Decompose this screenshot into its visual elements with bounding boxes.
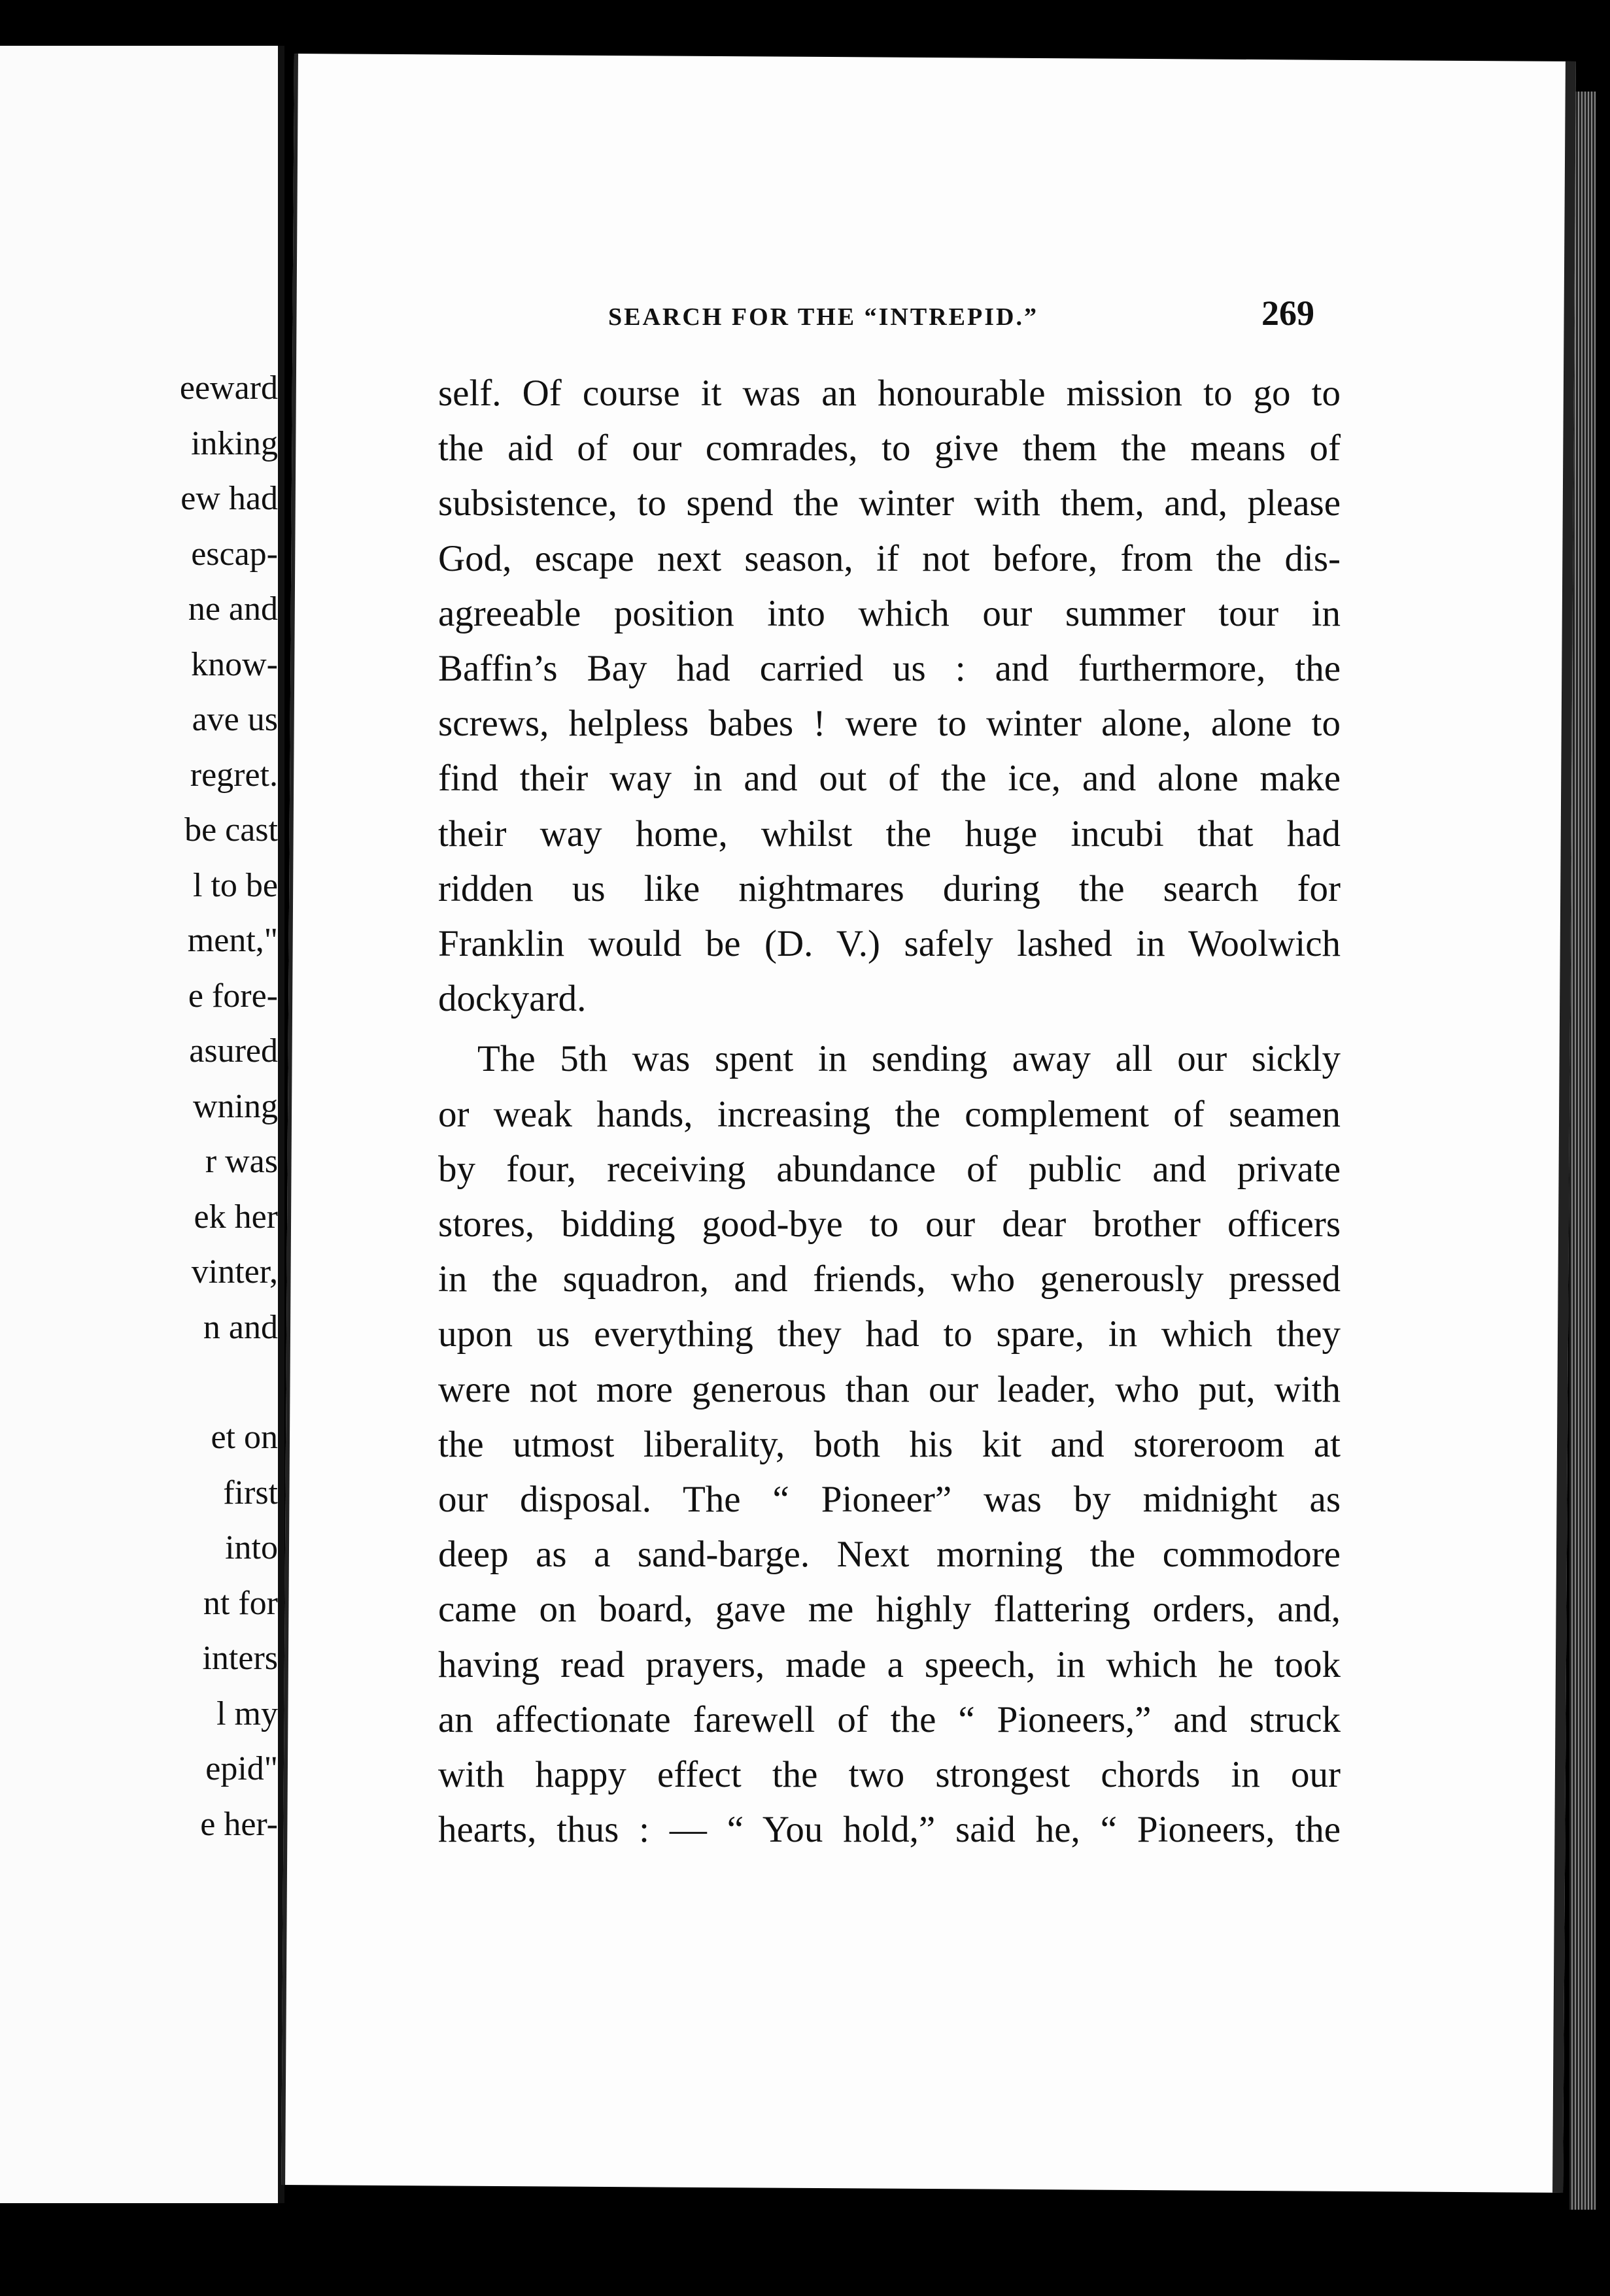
previous-page-line-fragment: ment,": [187, 922, 278, 959]
text-line: our disposal. The “ Pioneer” was by midnight as: [438, 1479, 1341, 1521]
text-line: hearts, thus : — “ You hold,” said he, “ Pioneers, the: [438, 1809, 1341, 1851]
previous-page-line-fragment: ew had: [180, 480, 278, 517]
previous-page-line-fragment: r was: [205, 1143, 278, 1180]
text-line: find their way in and out of the ice, and alone make: [438, 758, 1341, 800]
previous-page-line-fragment: eeward: [179, 369, 278, 407]
previous-page-line-fragment: into: [225, 1529, 278, 1566]
text-line: deep as a sand-barge. Next morning the commodore: [438, 1534, 1341, 1576]
paragraph-spacing: [438, 1026, 1341, 1032]
running-title: SEARCH FOR THE “INTREPID.”: [608, 303, 1038, 331]
previous-page-line-fragment: vinter,: [191, 1253, 278, 1291]
previous-page-line-fragment: inking: [191, 424, 278, 462]
text-line: Baffin’s Bay had carried us : and furthermore, the: [438, 648, 1341, 690]
text-line: stores, bidding good-bye to our dear brother officers: [438, 1204, 1341, 1245]
previous-page-line-fragment: e her-: [200, 1805, 278, 1843]
paragraph: [438, 1026, 1341, 1857]
text-line: by four, receiving abundance of public and private: [438, 1148, 1341, 1190]
text-line: The 5th was spent in sending away all our sickly: [477, 1038, 1341, 1080]
text-line: the utmost liberality, both his kit and storeroom at: [438, 1423, 1341, 1465]
text-line: dockyard.: [438, 978, 587, 1020]
text-line: ridden us like nightmares during the search for: [438, 868, 1341, 909]
previous-page-line-fragment: wning: [193, 1087, 278, 1125]
previous-page-line-fragment: e fore-: [188, 977, 278, 1015]
previous-page-line-fragment: epid": [205, 1750, 278, 1787]
paragraph: [438, 366, 1341, 1026]
previous-page-line-fragment: nt for: [203, 1584, 278, 1622]
previous-page-line-fragment: asured: [189, 1032, 278, 1070]
text-line: God, escape next season, if not before, from the dis-: [438, 537, 1341, 579]
previous-page-line-fragment: escap-: [191, 535, 278, 573]
page-number: 269: [1261, 294, 1314, 333]
text-line: an affectionate farewell of the “ Pioneers,” and struck: [438, 1698, 1341, 1740]
previous-page-line-fragment: be cast: [184, 811, 278, 849]
text-line: with happy effect the two strongest chords in our: [438, 1754, 1341, 1796]
body-text: [438, 366, 1341, 1857]
previous-page-line-fragment: n and: [203, 1308, 278, 1346]
text-line: having read prayers, made a speech, in which he took: [438, 1644, 1341, 1685]
text-line: were not more generous than our leader, who put, with: [438, 1368, 1341, 1410]
previous-page-line-fragment: ne and: [188, 590, 278, 628]
previous-page-line-fragment: ave us: [192, 701, 278, 738]
previous-page-edge: [0, 46, 284, 2203]
text-line: came on board, gave me highly flattering orders, and,: [438, 1589, 1341, 1630]
previous-page-line-fragment: l my: [216, 1695, 278, 1732]
text-line: screws, helpless babes ! were to winter alone, alone to: [438, 703, 1341, 745]
previous-page-line-fragment: regret.: [190, 756, 278, 794]
previous-page-line-fragment: first: [223, 1474, 278, 1511]
text-line: subsistence, to spend the winter with them, and, please: [438, 482, 1341, 524]
text-line: or weak hands, increasing the complement of seamen: [438, 1093, 1341, 1135]
text-line: Franklin would be (D. V.) safely lashed in Woolwich: [438, 923, 1341, 965]
previous-page-line-fragment: inters: [202, 1640, 278, 1677]
text-line: upon us everything they had to spare, in which they: [438, 1313, 1341, 1355]
text-line: their way home, whilst the huge incubi that had: [438, 813, 1341, 854]
text-line: the aid of our comrades, to give them the means of: [438, 428, 1341, 469]
previous-page-fragments: [16, 361, 278, 1852]
running-head: [608, 293, 1314, 333]
previous-page-line-fragment: ek her: [194, 1198, 278, 1236]
text-line: self. Of course it was an honourable mission to go to: [438, 373, 1341, 414]
previous-page-line-fragment: l to be: [193, 866, 278, 904]
text-line: agreeable position into which our summer tour in: [438, 592, 1341, 634]
text-line: in the squadron, and friends, who generously pressed: [438, 1258, 1341, 1300]
previous-page-line-fragment: know-: [191, 645, 278, 683]
previous-page-line-fragment: et on: [211, 1419, 278, 1456]
